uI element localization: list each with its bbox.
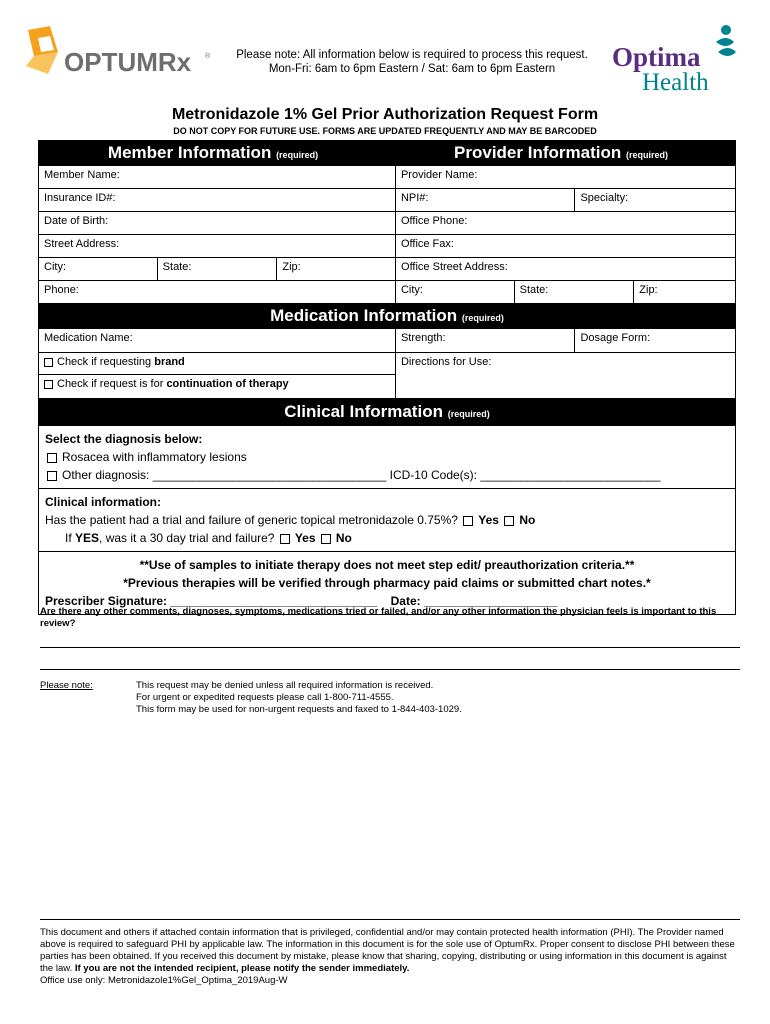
directions-field[interactable]: Directions for Use: [400,356,492,368]
brand-checkbox[interactable] [44,358,53,367]
provider-city-field[interactable]: City: [396,281,515,303]
member-section-heading: Member Information (required) [107,143,319,162]
office-use-line: Office use only: Metronidazole1%Gel_Optima_2019Aug-W [40,975,288,986]
header-notice [222,48,602,76]
other-diagnosis-option[interactable]: Other diagnosis: ___________________________________ ICD-10 Code(s): ___________________________ [45,466,729,484]
strength-field[interactable]: Strength: [396,329,576,352]
comments-line-2[interactable] [40,668,740,670]
continuation-checkbox-row[interactable]: Check if request is for continuation of therapy [39,375,395,397]
insurance-id-field[interactable]: Insurance ID#: [39,189,396,211]
clinical-header-bar [39,398,735,426]
confidentiality-footer: This document and others if attached contain information that is privileged, confidential and/or may contain protected health information (PHI). The Provider named above is required to safeguard PHI by applicable law. The information in this document is for the sole use of OptumRx. Proper consent to disclose PHI between these parties has been obtained. If you received this document by mistake, please know that sharing, copying, distributing or using information in this document is against the law. If you are not the intended recipient, please notify the sender immediately. Office use only: Metronidazole1%Gel_Optima_2019Aug-W [40,919,740,987]
trial-yes-checkbox[interactable] [463,516,473,526]
phone-field[interactable]: Phone: [39,281,396,303]
svg-text:®: ® [205,53,211,60]
provider-section-heading: Provider Information (required) [454,143,668,162]
notes-signature-section [39,551,735,614]
please-note-text: This request may be denied unless all required information is received. For urgent or expedited requests please call 1-800-711-4555. This form may be used for non-urgent requests and faxed to 1-844-403-1029. [136,680,462,715]
notice-line1: Please note: All information below is required to process this request. [236,49,588,61]
date-of-birth-field[interactable]: Date of Birth: [39,212,396,234]
form-row [39,280,735,303]
street-address-field[interactable]: Street Address: [39,235,396,257]
medication-header-bar [39,303,735,329]
form-subtitle: DO NOT COPY FOR FUTURE USE. FORMS ARE UPDATED FREQUENTLY AND MAY BE BARCODED [173,126,597,136]
clinical-section-heading: Clinical Information (required) [284,402,490,421]
form-title: Metronidazole 1% Gel Prior Authorization Request Form [171,106,599,123]
svg-text:Optima: Optima [612,42,701,72]
samples-note: **Use of samples to initiate therapy does not meet step edit/ preauthorization criteria.** [139,558,635,572]
previous-therapies-note: *Previous therapies will be verified through pharmacy paid claims or submitted chart notes.* [123,576,651,590]
provider-name-field[interactable]: Provider Name: [400,169,478,181]
npi-field[interactable]: NPI#: [396,189,576,211]
member-state-field[interactable]: State: [158,258,278,280]
followup-no-checkbox[interactable] [321,534,331,544]
provider-state-field[interactable]: State: [515,281,635,303]
form-row [39,188,735,211]
form-row [39,257,735,280]
diagnosis-section [39,426,735,488]
continuation-checkbox[interactable] [44,380,53,389]
form-row [39,329,735,352]
comments-question: Are there any other comments, diagnoses, symptoms, medications tried or failed, and/or any other information the physician feels is important to this review? [40,606,717,629]
clinical-info-section [39,488,735,551]
optumrx-logo [24,26,214,80]
optima-health-logo [608,22,748,94]
office-street-field[interactable]: Office Street Address: [401,261,508,273]
member-zip-field[interactable]: Zip: [277,258,396,280]
form-row [39,211,735,234]
trial-no-checkbox[interactable] [504,516,514,526]
optumrx-logo-text: OPTUMRx [64,47,192,77]
medication-checkboxes [39,353,396,398]
signature-date-field[interactable]: Date: ____________________ [390,594,558,608]
prescriber-signature-field[interactable]: Prescriber Signature: _______________________________ [45,594,378,608]
dosage-form-field[interactable]: Dosage Form: [580,332,651,344]
provider-zip-field[interactable]: Zip: [639,284,658,296]
comments-line-1[interactable] [40,646,740,648]
diagnosis-heading: Select the diagnosis below: [45,432,203,446]
please-note-label: Please note: [40,680,93,691]
member-name-field[interactable]: Member Name: [39,166,396,188]
member-provider-header-bar [39,141,735,165]
svg-text:Health: Health [642,69,709,94]
prior-auth-form [38,140,736,615]
specialty-field[interactable]: Specialty: [580,192,629,204]
form-row [39,352,735,398]
trial-question: Has the patient had a trial and failure of generic topical metronidazole 0.75%? Yes No [45,513,536,527]
followup-yes-checkbox[interactable] [280,534,290,544]
medication-section-heading: Medication Information (required) [270,306,504,325]
clinical-info-heading: Clinical information: [45,495,162,509]
medication-name-field[interactable]: Medication Name: [39,329,396,352]
form-row [39,165,735,188]
office-phone-field[interactable]: Office Phone: [400,215,468,227]
trial-followup-question: If YES, was it a 30 day trial and failure? Yes No [65,531,352,545]
brand-checkbox-row[interactable]: Check if requesting brand [39,353,395,375]
office-fax-field[interactable]: Office Fax: [400,238,454,250]
member-city-field[interactable]: City: [39,258,158,280]
rosacea-checkbox[interactable] [47,453,57,463]
rosacea-option[interactable]: Rosacea with inflammatory lesions [45,448,729,466]
other-diagnosis-checkbox[interactable] [47,471,57,481]
form-row [39,234,735,257]
notice-line2: Mon-Fri: 6am to 6pm Eastern / Sat: 6am to 6pm Eastern [268,63,556,75]
